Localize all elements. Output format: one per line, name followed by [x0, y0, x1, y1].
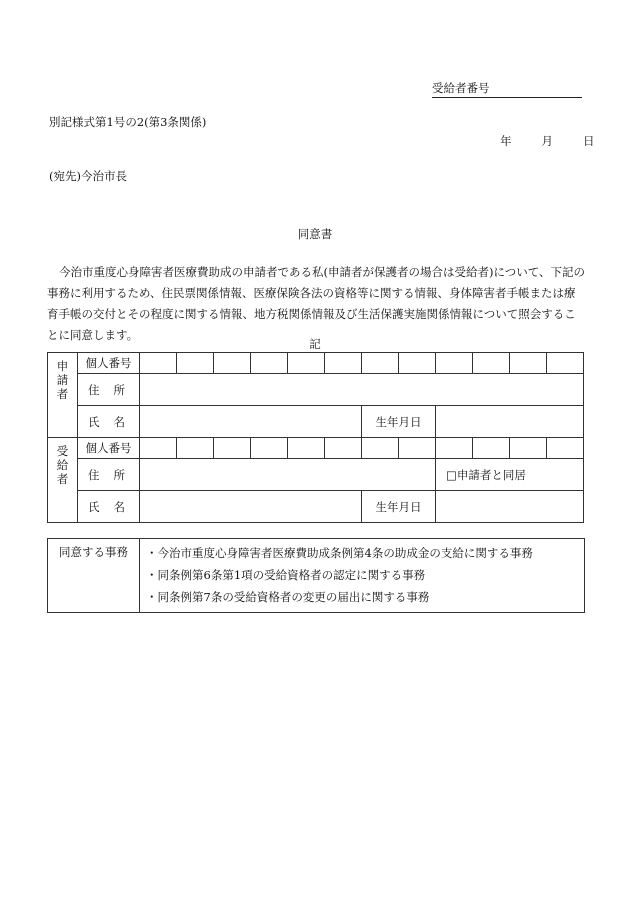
recipient-name-label: 氏名 [78, 491, 140, 523]
applicant-number-cell[interactable] [251, 353, 288, 374]
applicant-number-cell[interactable] [214, 353, 251, 374]
consent-statement: 今治市重度心身障害者医療費助成の申請者である私(申請者が保護者の場合は受給者)について、下記の事務に利用するため、住民票関係情報、医療保険各法の資格等に関する情報、身体障害者手帳または療育手帳の交付とその程度に関する情報、地方税関係情報及び生活保護実施関係情報について照会することに同意します。 [47, 265, 586, 342]
applicant-group-label: 申 請 者 [48, 353, 78, 438]
recipient-name-input[interactable] [140, 491, 362, 523]
recipient-birthdate-input[interactable] [436, 491, 584, 523]
applicant-name-label: 氏名 [78, 406, 140, 438]
recipient-birthdate-label: 生年月日 [362, 491, 436, 523]
consent-affair-item: ・今治市重度心身障害者医療費助成条例第4条の助成金の支給に関する事務 [146, 546, 533, 560]
applicant-birthdate-input[interactable] [436, 406, 584, 438]
date-month: 月 [541, 134, 553, 148]
recipient-number-cell[interactable] [177, 438, 214, 459]
document-title: 同意書 [297, 227, 333, 241]
recipient-number-cell[interactable] [547, 438, 584, 459]
consent-affair-item: ・同条例第7条の受給資格者の変更の届出に関する事務 [146, 590, 430, 604]
recipient-number-cell[interactable] [362, 438, 399, 459]
recipient-number-cell[interactable] [473, 438, 510, 459]
recipient-number-cell[interactable] [510, 438, 547, 459]
recipient-number-cell[interactable] [251, 438, 288, 459]
applicant-name-row [48, 406, 584, 438]
recipient-number-row [48, 438, 584, 459]
applicant-number-cell[interactable] [547, 353, 584, 374]
applicant-number-cell[interactable] [399, 353, 436, 374]
recipient-number-cell[interactable] [325, 438, 362, 459]
recipient-number-cell[interactable] [214, 438, 251, 459]
applicant-number-cell[interactable] [473, 353, 510, 374]
recipient-address-label: 住所 [78, 459, 140, 491]
applicant-number-cell[interactable] [140, 353, 177, 374]
applicant-address-input[interactable] [140, 374, 584, 406]
applicant-number-cell[interactable] [288, 353, 325, 374]
recipient-group-label: 受 給 者 [48, 438, 78, 523]
addressee: (宛先)今治市長 [49, 169, 127, 183]
applicant-birthdate-label: 生年月日 [362, 406, 436, 438]
ki-heading: 記 [309, 337, 321, 351]
recipient-number-cell[interactable] [436, 438, 473, 459]
applicant-recipient-table [47, 352, 584, 523]
applicant-number-cell[interactable] [325, 353, 362, 374]
applicant-number-cell[interactable] [510, 353, 547, 374]
recipient-address-row [48, 459, 584, 491]
recipient-name-row [48, 491, 584, 523]
consent-affairs-table [47, 538, 585, 613]
applicant-address-row [48, 374, 584, 406]
date-line [500, 133, 595, 149]
recipient-number-cell[interactable] [399, 438, 436, 459]
applicant-address-label: 住所 [78, 374, 140, 406]
recipient-number-cell[interactable] [140, 438, 177, 459]
applicant-number-row [48, 353, 584, 374]
recipient-number-field[interactable] [432, 80, 582, 98]
applicant-number-cell[interactable] [177, 353, 214, 374]
recipient-number-cell[interactable] [288, 438, 325, 459]
date-day: 日 [583, 134, 595, 148]
date-year: 年 [500, 134, 512, 148]
same-residence-checkbox[interactable]: □申請者と同居 [436, 459, 584, 491]
applicant-name-input[interactable] [140, 406, 362, 438]
form-number: 別記様式第1号の2(第3条関係) [49, 115, 207, 129]
recipient-number-label: 受給者番号 [432, 81, 490, 95]
applicant-number-cell[interactable] [362, 353, 399, 374]
applicant-personal-number-label: 個人番号 [78, 353, 140, 374]
recipient-personal-number-label: 個人番号 [78, 438, 140, 459]
consent-affairs-label: 同意する事務 [48, 539, 140, 613]
recipient-address-input[interactable] [140, 459, 436, 491]
consent-affair-item: ・同条例第6条第1項の受給資格者の認定に関する事務 [146, 568, 426, 582]
consent-affairs-list [140, 539, 585, 613]
applicant-number-cell[interactable] [436, 353, 473, 374]
